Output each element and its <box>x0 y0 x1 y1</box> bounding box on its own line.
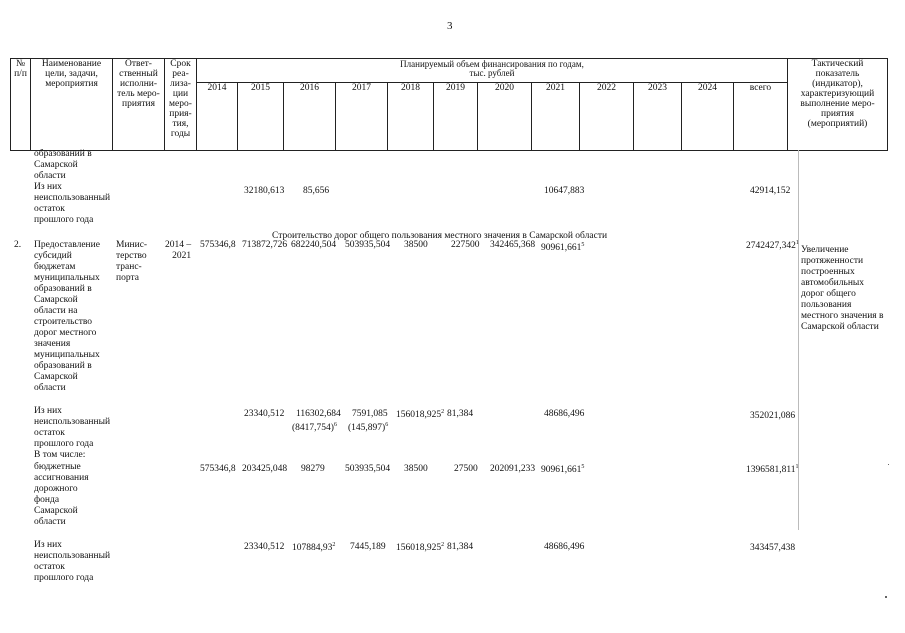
year-2018: 2018 <box>388 83 434 151</box>
header-financing: Планируемый объем финансирования по годам, тыс. рублей <box>197 59 788 83</box>
item2-fund-2020: 202091,233 <box>490 464 536 474</box>
item2-2015: 713872,726 <box>242 240 288 250</box>
item2-term: 2014 – 2021 <box>165 240 192 261</box>
item2-num: 2. <box>14 240 22 250</box>
year-2021: 2021 <box>532 83 580 151</box>
year-2017: 2017 <box>336 83 388 151</box>
item2-fund-unused-2021: 48686,496 <box>544 542 585 552</box>
item2-2014: 575346,8 <box>200 240 236 250</box>
item2-unused-2017b-footnote: 6 <box>385 422 389 428</box>
item2-total <box>746 238 799 252</box>
header-term: Срок реа- лиза- ции меро- прия- тия, годы <box>165 59 197 151</box>
item2-fund-2021 <box>541 462 584 476</box>
year-2024: 2024 <box>682 83 734 151</box>
year-2015: 2015 <box>238 83 284 151</box>
item2-fund-name: бюджетные ассигнования дорожного фонда Самарской области <box>34 462 89 527</box>
item2-fund-2015: 203425,048 <box>242 464 288 474</box>
item2-fund-total-footnote: 1 <box>795 464 799 470</box>
item2-2021 <box>541 240 584 254</box>
item2-2017: 503935,504 <box>345 240 391 250</box>
item2-fund-total <box>746 462 799 476</box>
year-total: всего <box>734 83 788 151</box>
item2-2019: 227500 <box>451 240 480 250</box>
item2-fund-unused-2016 <box>292 540 335 554</box>
year-2014: 2014 <box>197 83 238 151</box>
item2-fund-2014: 575346,8 <box>200 464 236 474</box>
item2-unused-2016b-value: (8417,754) <box>292 423 334 434</box>
item2-unused-2017b <box>348 420 388 434</box>
item2-unused-2015: 23340,512 <box>244 409 285 419</box>
item2-2021-footnote: 5 <box>581 242 585 248</box>
item2-fund-unused-2019: 81,384 <box>447 542 474 552</box>
cont-sub-name: Из них неиспользованный остаток прошлого года <box>34 182 111 225</box>
year-2022: 2022 <box>580 83 634 151</box>
item2-total-value: 2742427,342 <box>746 241 796 252</box>
item2-fund-2018: 38500 <box>404 464 428 474</box>
item2-2021-value: 90961,661 <box>541 243 582 254</box>
item2-fund-unused-2016-footnote: 2 <box>332 542 336 548</box>
item2-indicator: Увеличение протяженности построенных автомобильных дорог общего пользования местного значения в Самарской области <box>801 245 884 332</box>
scan-speck <box>888 464 889 465</box>
item2-unused-2016b-footnote: 6 <box>333 422 337 428</box>
item2-2016: 682240,504 <box>291 240 337 250</box>
item2-unused-2018 <box>396 407 444 421</box>
item2-fund-unused-2018-value: 156018,925 <box>396 543 442 554</box>
cont-2016: 85,656 <box>303 186 330 196</box>
item2-unused-2017: 7591,085 <box>352 409 388 419</box>
item2-unused-2017b-value: (145,897) <box>348 423 386 434</box>
item2-fund-2016: 98279 <box>301 464 325 474</box>
item2-2020: 342465,368 <box>490 240 536 250</box>
item2-name: Предоставление субсидий бюджетам муниципальных образований в Самарской области на строительство дорог местного значения муниципальных образований в Самарской области <box>34 240 100 393</box>
item2-unused-2021: 48686,496 <box>544 409 585 419</box>
item2-fund-2021-footnote: 5 <box>581 464 585 470</box>
item2-unused-total: 352021,086 <box>750 411 796 421</box>
header-name: Наименование цели, задачи, мероприятия <box>31 59 113 151</box>
item2-fund-2019: 27500 <box>454 464 478 474</box>
page-number: 3 <box>447 20 453 32</box>
item2-unused-name: Из них неиспользованный остаток прошлого года В том числе: <box>34 406 111 460</box>
cont-name: образований в Самарской области <box>34 149 92 181</box>
item2-fund-unused-2017: 7445,189 <box>350 542 386 552</box>
item2-unused-2018-value: 156018,925 <box>396 410 442 421</box>
item2-fund-2017: 503935,504 <box>345 464 391 474</box>
item2-fund-unused-2018-footnote: 2 <box>441 542 445 548</box>
section-title: Строительство дорог общего пользования местного значения в Самарской области <box>272 231 608 241</box>
year-2020: 2020 <box>478 83 532 151</box>
year-2023: 2023 <box>634 83 682 151</box>
header-responsible: Ответ- ственный исполни- тель меро- приятия <box>113 59 165 151</box>
header-num: № п/п <box>11 59 31 151</box>
item2-fund-unused-total: 343457,438 <box>750 543 796 553</box>
item2-fund-unused-2015: 23340,512 <box>244 542 285 552</box>
scan-speck <box>885 596 887 598</box>
cont-2021: 10647,883 <box>544 186 585 196</box>
item2-unused-2016: 116302,684 <box>296 409 341 419</box>
item2-fund-unused-name: Из них неиспользованный остаток прошлого года <box>34 540 111 583</box>
header-indicator: Тактический показатель (индикатор), характеризующий выполнение меро- приятия (мероприятий) <box>788 59 888 151</box>
item2-fund-2021-value: 90961,661 <box>541 465 582 476</box>
item2-total-footnote: 1 <box>795 240 799 246</box>
item2-fund-unused-2018 <box>396 540 444 554</box>
year-2016: 2016 <box>284 83 336 151</box>
item2-unused-2018-footnote: 2 <box>441 409 445 415</box>
item2-responsible: Минис- терство транс- порта <box>116 240 148 283</box>
item2-fund-total-value: 1396581,811 <box>746 465 796 476</box>
header-table <box>10 58 888 151</box>
cont-total: 42914,152 <box>750 186 791 196</box>
item2-2018: 38500 <box>404 240 428 250</box>
item2-unused-2016b <box>292 420 337 434</box>
cont-2015: 32180,613 <box>244 186 285 196</box>
year-2019: 2019 <box>434 83 478 151</box>
item2-unused-2019: 81,384 <box>447 409 474 419</box>
item2-fund-unused-2016-value: 107884,93 <box>292 543 333 554</box>
